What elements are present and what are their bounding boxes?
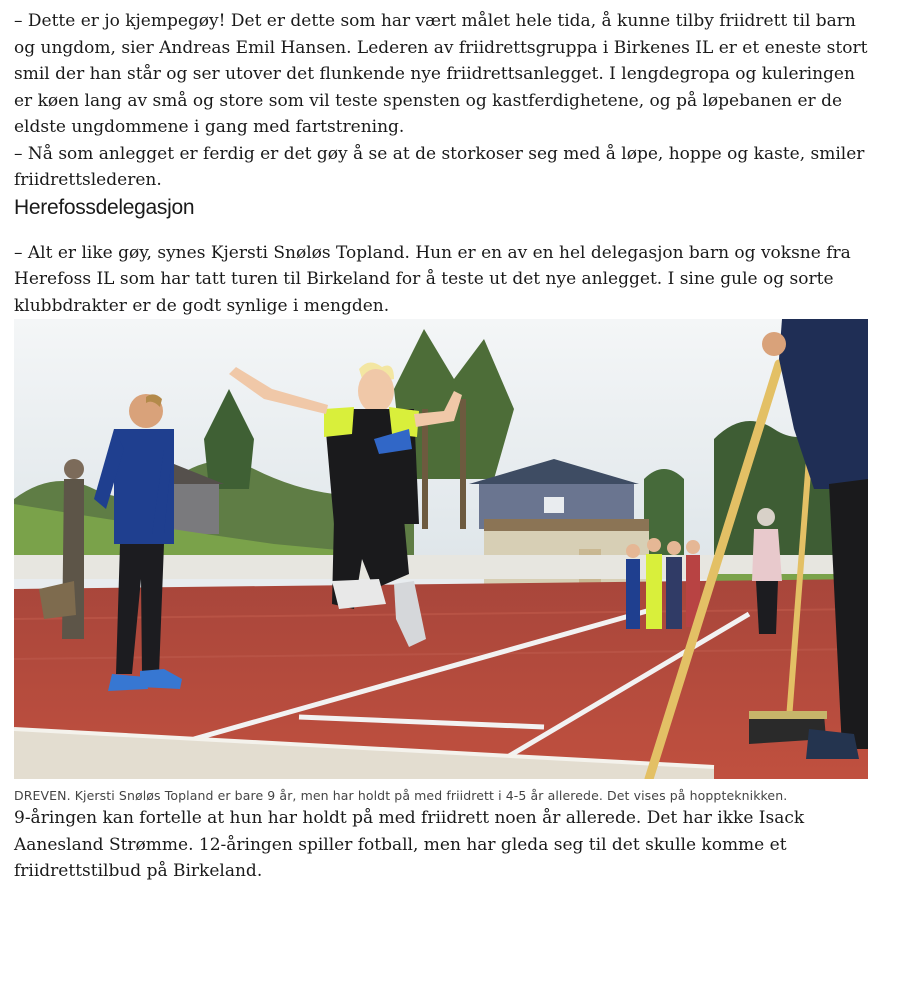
article-paragraph: – Nå som anlegget er ferdig er det gøy å se at de storkoser seg med å løpe, hoppe og kaste, smiler friidrettslederen. (14, 143, 865, 190)
article-paragraph: – Alt er like gøy, synes Kjersti Snøløs Topland. Hun er en av en hel delegasjon barn og voksne fra Herefoss IL som har tatt turen til Birkeland for å teste ut det nye anlegget. I sine gule og sorte klubbdrakter er de godt synlige i mengden. (14, 242, 851, 316)
long-jump-photo (14, 319, 868, 779)
article-paragraph: 9-åringen kan fortelle at hun har holdt på med friidrett noen år allerede. Det har ikke Isack Aanesland Strømme. 12-åringen spiller fotball, men har gleda seg til det skulle komme et friidrettstilbud på Birkeland. (14, 808, 805, 881)
photo-caption: DREVEN. Kjersti Snøløs Topland er bare 9 år, men har holdt på med friidrett i 4-5 år allerede. Det vises på hoppteknikken. (14, 788, 788, 803)
article-paragraph: – Dette er jo kjempegøy! Det er dette som har vært målet hele tida, å kunne tilby friidrett til barn og ungdom, sier Andreas Emil Hansen. Lederen av friidrettsgruppa i Birkenes IL er et eneste stort smil der han står og ser utover det flunkende nye friidrettsanlegget. I lengdegropa og kuleringen er køen lang av små og store som vil teste spensten og kastferdighetene, og på løpebanen er de eldste ungdommene i gang med fartstrening. (14, 11, 868, 137)
article-subheading: Herefossdelegasjon (14, 195, 195, 219)
dog (39, 581, 76, 619)
photo-frame (14, 319, 868, 779)
article-photo (14, 319, 868, 805)
article (14, 8, 874, 885)
